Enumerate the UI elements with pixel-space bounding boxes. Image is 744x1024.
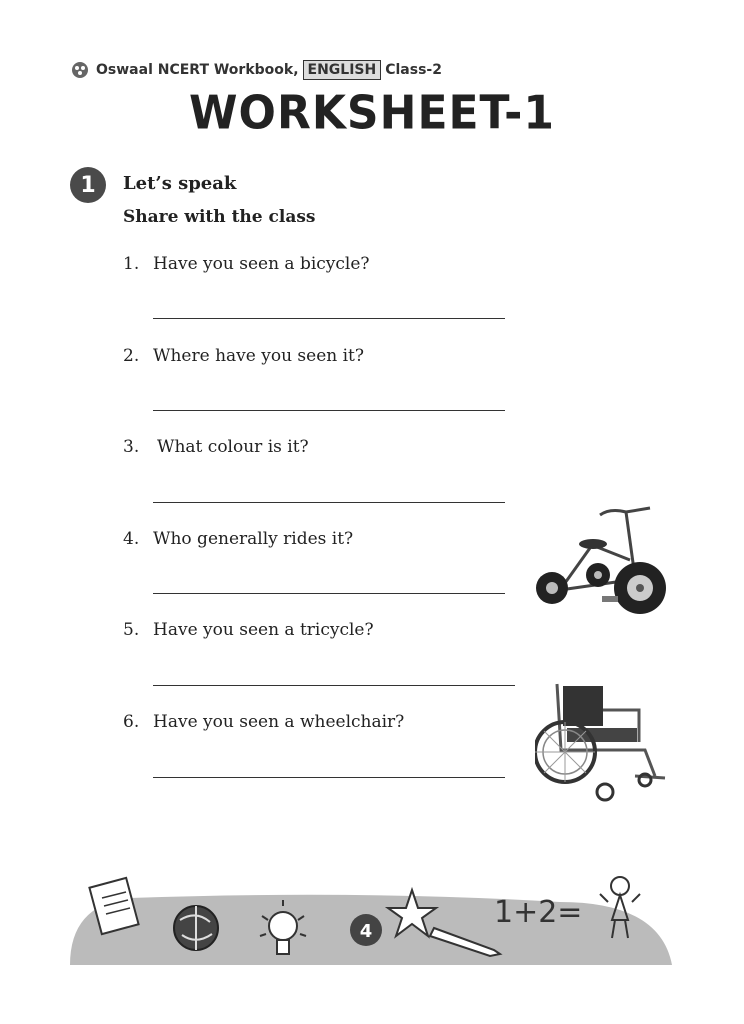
question-number: 5. [123, 620, 140, 640]
question-number: 2. [123, 346, 140, 366]
globe-icon [174, 906, 218, 950]
answer-line-3[interactable] [153, 502, 505, 503]
question-number: 6. [123, 712, 140, 732]
question-text: What colour is it? [157, 437, 309, 457]
page-header [70, 60, 442, 80]
class-label: Class-2 [385, 62, 442, 78]
question-number: 4. [123, 529, 140, 549]
section-number-badge: 1 [70, 167, 106, 203]
question-2 [123, 346, 364, 366]
question-6 [123, 712, 404, 732]
question-4 [123, 529, 353, 549]
wheelchair-icon [535, 680, 675, 805]
question-5 [123, 620, 374, 640]
question-3 [123, 437, 309, 457]
footer-illustration [0, 860, 744, 980]
question-text: Have you seen a tricycle? [153, 620, 374, 640]
question-text: Who generally rides it? [153, 529, 354, 549]
question-text: Have you seen a wheelchair? [153, 712, 405, 732]
subject-badge: ENGLISH [303, 60, 382, 80]
question-number: 3. [123, 437, 140, 457]
page-number: 4 [359, 921, 373, 942]
question-1 [123, 254, 370, 274]
question-text: Have you seen a bicycle? [153, 254, 370, 274]
tricycle-icon [530, 500, 670, 625]
math-text: 1+2= [494, 895, 583, 930]
answer-line-6[interactable] [153, 777, 505, 778]
answer-line-5[interactable] [153, 685, 515, 686]
page-title: WORKSHEET-1 [189, 86, 555, 141]
section-subtitle: Share with the class [123, 207, 316, 227]
answer-line-2[interactable] [153, 410, 505, 411]
answer-line-1[interactable] [153, 318, 505, 319]
section-title: Let’s speak [123, 173, 237, 194]
question-number: 1. [123, 254, 140, 274]
oswaal-logo-icon [70, 60, 90, 80]
answer-line-4[interactable] [153, 593, 505, 594]
question-text: Where have you seen it? [153, 346, 364, 366]
book-name: Oswaal NCERT Workbook, [96, 62, 299, 78]
